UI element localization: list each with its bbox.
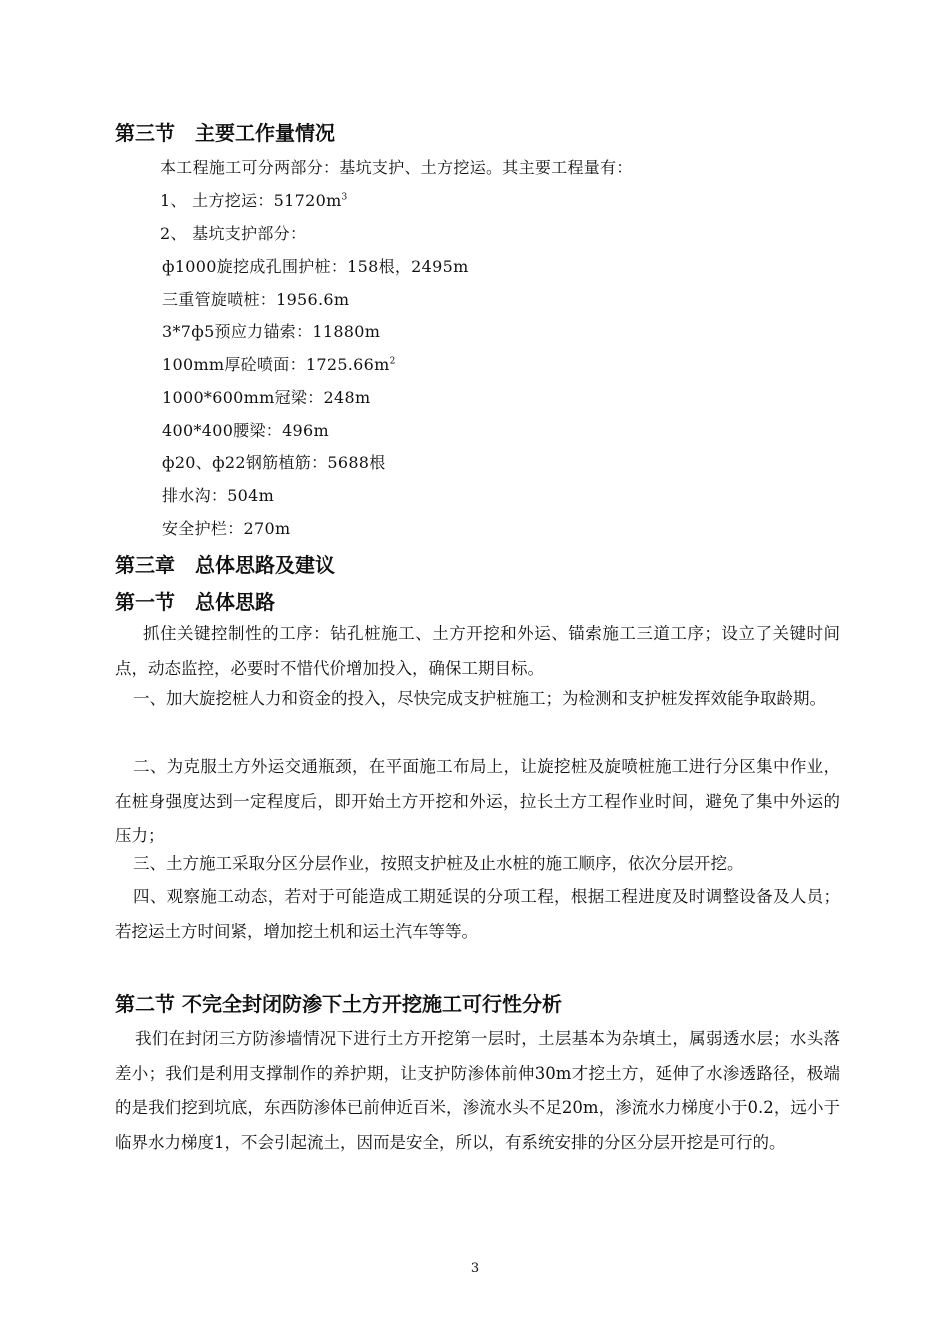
sub-item-guardrail: 安全护栏：270m [162,519,291,538]
workload-item-1: 1、 土方挖运：$51720m^3$ [160,191,348,210]
section-heading-feasibility: 第二节 不完全封闭防渗下土方开挖施工可行性分析 [115,992,562,1016]
sub-item-drain: 排水沟：504m [162,486,275,505]
sub-item-pile: ф1000旋挖成孔围护桩：158根，2495m [162,257,469,276]
paragraph-overall: 抓住关键控制性的工序：钻孔桩施工、土方开挖和外运、锚索施工三道工序；设立了关键时间点，动态监控，必要时不惜代价增加投入，确保工期目标。 [115,624,840,678]
superscript-3: 3 [341,192,348,203]
page-number: 3 [470,1261,480,1276]
paragraph-point-4: 四、观察施工动态，若对于可能造成工期延误的分项工程，根据工程进度及时调整设备及人员；若挖运土方时间紧，增加挖土机和运土汽车等等。 [115,887,840,941]
superscript-2: 2 [389,356,396,367]
paragraph-point-2: 二、为克服土方外运交通瓶颈，在平面施工布局上，让旋挖桩及旋喷桩施工进行分区集中作业，在桩身强度达到一定程度后，即开始土方开挖和外运，拉长土方工程作业时间，避免了集中外运的压力； [115,757,840,846]
paragraph-point-1: 一、加大旋挖桩人力和资金的投入，尽快完成支护桩施工；为检测和支护桩发挥效能争取龄期。 [133,689,826,708]
sub-item-crown-beam: 1000*600mm冠梁：248m [162,388,371,407]
sub-item-jet-grout: 三重管旋喷桩：1956.6m [162,290,350,309]
sub-item-waist-beam: 400*400腰梁：496m [162,421,329,440]
chapter-heading: 第三章 总体思路及建议 [115,553,335,577]
section-heading-workload: 第三节 主要工作量情况 [115,121,335,145]
section-heading-overall: 第一节 总体思路 [115,590,275,614]
workload-intro: 本工程施工可分两部分：基坑支护、土方挖运。其主要工程量有： [160,158,633,177]
sub-item-shotcrete: 100mm厚砼喷面：$1725.66m^2$ [162,355,396,374]
paragraph-feasibility: 我们在封闭三方防渗墙情况下进行土方开挖第一层时，土层基本为杂填土，属弱透水层；水头落差小；我们是利用支撑制作的养护期，让支护防渗体前伸30m才挖土方，延伸了水渗透路径，极端的是我们挖到坑底，东西防渗体已前伸近百米，渗流水头不足20m，渗流水力梯度小于0.2，远小于临界水力梯度1，不会引起流土，因而是安全，所以，有系统安排的分区分层开挖是可行的。 [115,1029,840,1152]
paragraph-point-3: 三、土方施工采取分区分层作业，按照支护桩及止水桩的施工顺序，依次分层开挖。 [133,854,744,873]
sub-item-rebar: ф20、ф22钢筋植筋：5688根 [162,453,386,472]
workload-item-2: 2、 基坑支护部分： [160,224,307,243]
sub-item-anchor: 3*7ф5预应力锚索：11880m [162,322,381,341]
